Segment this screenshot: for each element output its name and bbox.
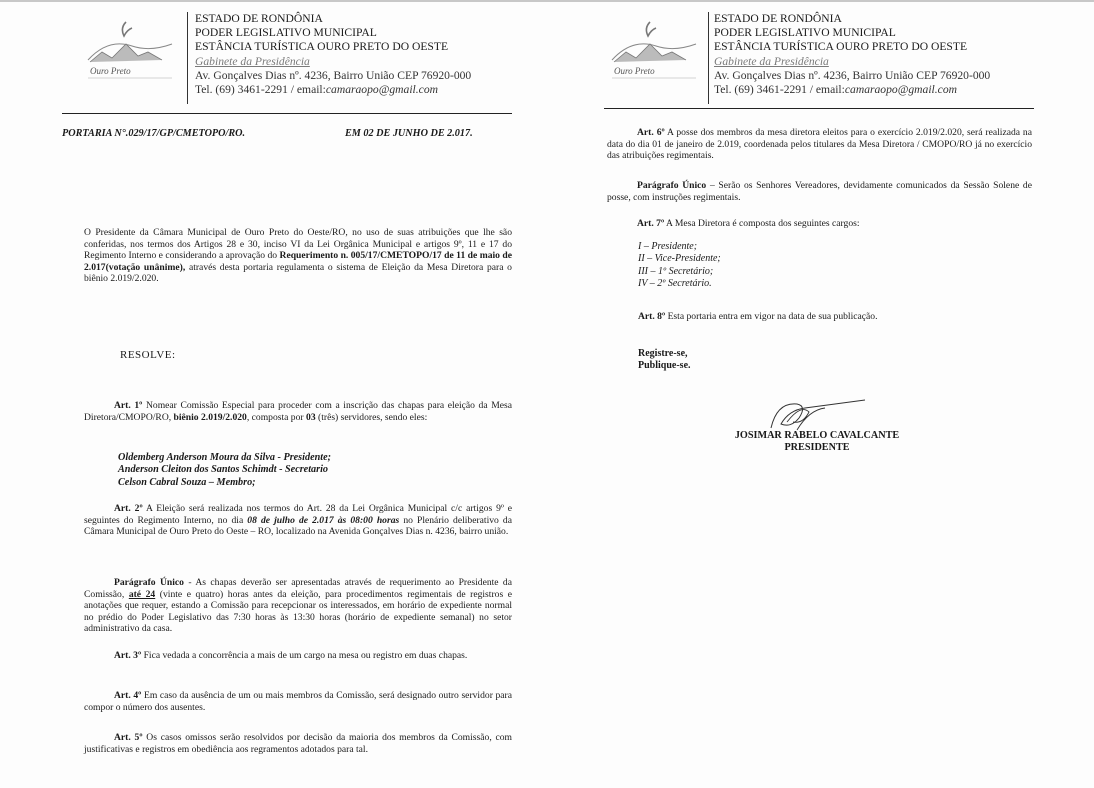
header-address: Av. Gonçalves Dias nº. 4236, Bairro União CEP 76920-000 (195, 68, 472, 82)
closing-formula (638, 348, 691, 373)
article-8: Art. 8º Esta portaria entra em vigor na data de sua publicação. (638, 311, 878, 322)
logo-text: Ouro Preto (614, 66, 655, 76)
header-address: Av. Gonçalves Dias nº. 4236, Bairro União CEP 76920-000 (714, 68, 991, 82)
article-3: Art. 3º Fica vedada a concorrência a mais de um cargo na mesa ou registro em duas chapas. (114, 650, 468, 661)
header-contact: Tel. (69) 3461-2291 / email:camaraopo@gmail.com (714, 83, 957, 97)
cargo-item: IV – 2º Secretário. (638, 278, 712, 290)
logo-text: Ouro Preto (90, 66, 131, 76)
article-6-paragrafo-unico: Parágrafo Único – Serão os Senhores Vereadores, devidamente comunicados da Sessão Solene de posse, com instruções regimentais. (607, 180, 1032, 203)
article-2: Art. 2º A Eleição será realizada nos termos do Art. 28 da Lei Orgânica Municipal c/c artigos 9º e seguintes do Regimento Interno, no dia 08 de julho de 2.017 às 08:00 horas no Plenário deliberativo da Câmara Municipal de Ouro Preto do Oeste – RO, localizado na Avenida Gonçalves Dias n. 4236, bairro união. (84, 503, 512, 538)
header-state: ESTADO DE RONDÔNIA (714, 12, 842, 25)
article-1: Art. 1º Nomear Comissão Especial para proceder com a inscrição das chapas para eleição da Mesa Diretora/CMOPO/RO, biênio 2.019/2.020, composta por 03 (três) servidores, sendo eles: (84, 400, 512, 423)
article-6: Art. 6º A posse dos membros da mesa diretora eleitos para o exercício 2.019/2.020, será realizada na data do dia 01 de janeiro de 2.019, coordenada pelos titulares da Mesa Diretora / CMOPO/RO já no exercício das atribuições regimentais. (607, 127, 1032, 162)
cargo-item: III – 1º Secretário; (638, 265, 714, 277)
resolve-heading: RESOLVE: (120, 349, 176, 361)
scan-edge (0, 0, 547, 2)
letterhead (714, 12, 990, 97)
cargo-item: I – Presidente; (638, 241, 698, 252)
member-president: Oldemberg Anderson Moura da Silva - Presidente; (118, 452, 331, 463)
header-email: camaraopo@gmail.com (325, 83, 438, 97)
article-4: Art. 4º Em caso da ausência de um ou mais membros da Comissão, será designado outro servidor para compor o número dos ausentes. (84, 690, 512, 713)
article-7: Art. 7º A Mesa Diretora é composta dos seguintes cargos: (637, 218, 860, 229)
article-2-paragrafo-unico: Parágrafo Único - As chapas deverão ser apresentadas através de requerimento ao Presidente da Comissão, até 24 (vinte e quatro) horas antes da eleição, para procedimentos regimentais de registros e anotações que requer, estando a Comissão para recepcionar os interessados, em horário de expediente normal no prédio do Poder Legislativo das 7:30 horas às 13:30 horas (horário de expediente semanal) no setor administrativo da casa. (84, 577, 512, 635)
camara-logo (80, 16, 180, 86)
header-contact: Tel. (69) 3461-2291 / email:camaraopo@gmail.com (195, 83, 438, 97)
header-rule (62, 113, 512, 114)
publique-se: Publique-se. (638, 360, 691, 372)
header-gabinete: Gabinete da Presidência (714, 54, 829, 68)
camara-logo (604, 16, 704, 86)
requerimento-reference: Requerimento n. 005/17/CMETOPO/17 de 11 de maio de 2.017(votação unânime), (84, 250, 512, 273)
scan-edge (547, 0, 1094, 2)
header-estancia: ESTÂNCIA TURÍSTICA OURO PRETO DO OESTE (714, 40, 968, 54)
header-legislative: PODER LEGISLATIVO MUNICIPAL (195, 26, 377, 40)
cargo-item: II – Vice-Presidente; (638, 253, 721, 265)
signer-name: JOSIMAR RABELO CAVALCANTE (734, 430, 900, 441)
header-state: ESTADO DE RONDÔNIA (195, 12, 323, 25)
portaria-date: EM 02 DE JUNHO DE 2.017. (345, 128, 473, 139)
header-divider (187, 12, 188, 104)
member-member: Celson Cabral Souza – Membro; (118, 476, 256, 488)
document-page-2 (547, 0, 1094, 788)
header-legislative: PODER LEGISLATIVO MUNICIPAL (714, 26, 896, 40)
letterhead (195, 12, 471, 97)
commission-members (118, 452, 331, 489)
signer-role: PRESIDENTE (784, 442, 850, 454)
registre-se: Registre-se, (638, 348, 688, 359)
header-rule (604, 108, 1034, 109)
header-email: camaraopo@gmail.com (844, 83, 957, 97)
header-divider (708, 12, 709, 104)
article-5: Art. 5º Os casos omissos serão resolvidos por decisão da maioria dos membros da Comissão, com justificativas e registros em obediência aos regramentos adotados para tal. (84, 732, 512, 755)
member-secretary: Anderson Cleiton dos Santos Schimdt - Secretario (118, 464, 329, 476)
portaria-number: PORTARIA N°.029/17/GP/CMETOPO/RO. (62, 128, 246, 139)
header-estancia: ESTÂNCIA TURÍSTICA OURO PRETO DO OESTE (195, 40, 449, 54)
header-gabinete: Gabinete da Presidência (195, 54, 310, 68)
cargos-list (638, 241, 721, 291)
intro-paragraph: O Presidente da Câmara Municipal de Ouro Preto do Oeste/RO, no uso de suas atribuições que lhe são conferidas, nos termos dos Artigos 28 e 30, inciso VI da Lei Orgânica Municipal e artigos 9º, 11 e 17 do Regimento Interno e considerando a aprovação do Requerimento n. 005/17/CMETOPO/17 de 11 de maio de 2.017(votação unânime), através desta portaria regulamenta o sistema de Eleição da Mesa Diretora para o biênio 2.019/2.020. (84, 227, 512, 285)
signature-block (707, 430, 927, 455)
